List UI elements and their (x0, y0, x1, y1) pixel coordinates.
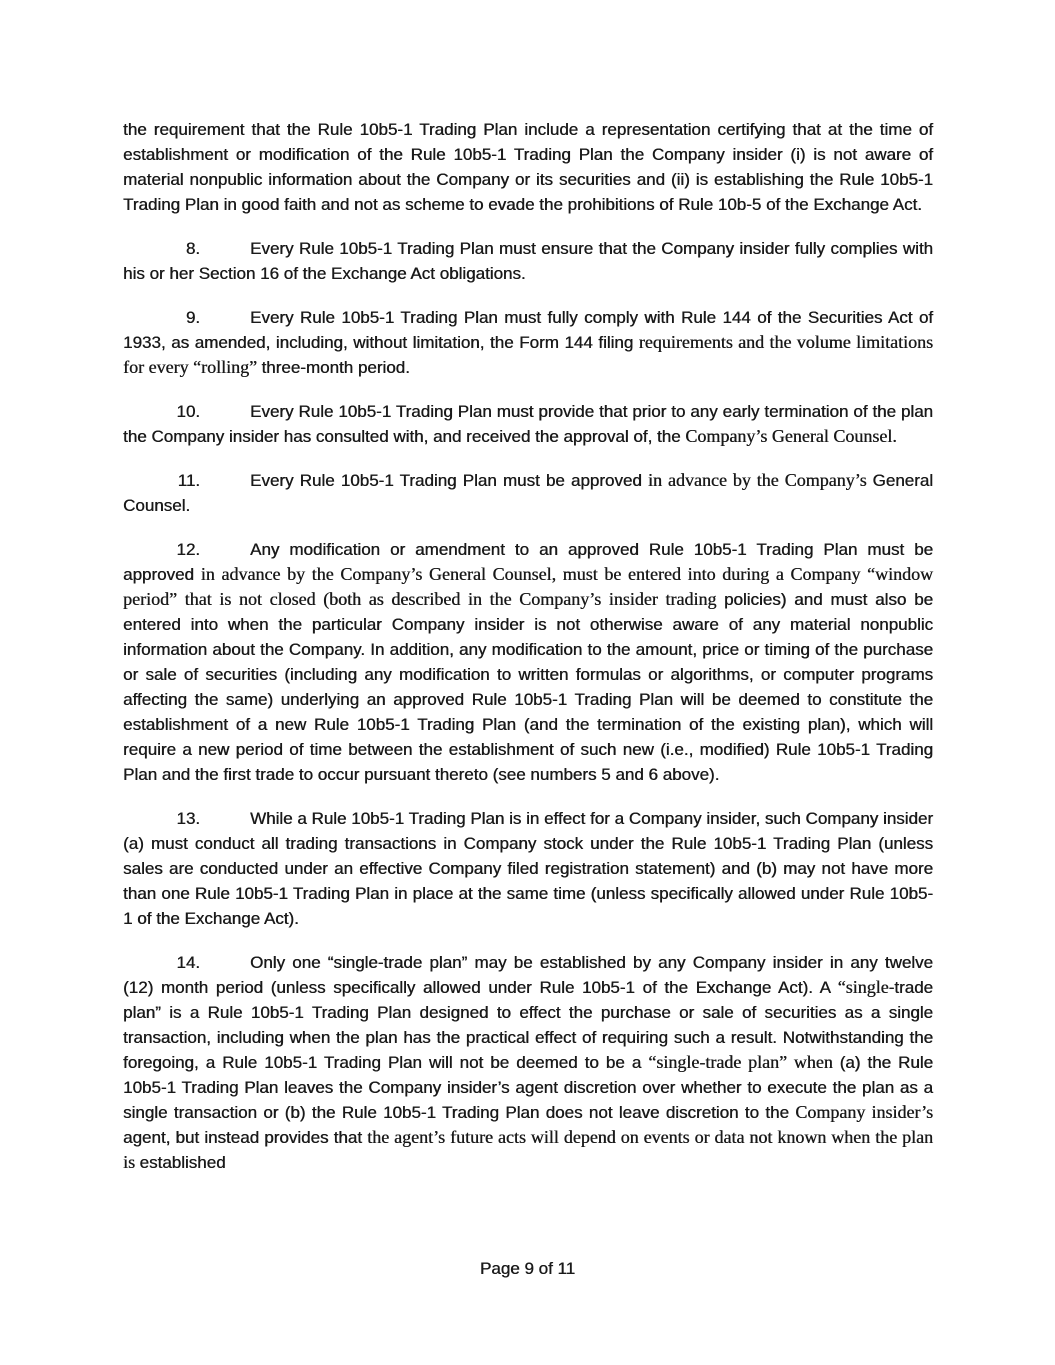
paragraph-number: 8. (185, 239, 200, 258)
text-segment: the requirement that the Rule 10b5-1 Trading Plan include a representation certifying that at the time of establishment or modification of the Rule 10b5-1 Trading Plan the Company insider (i) is not aware of material nonpublic information about the Company or its securities and (ii) is establishing the Rule 10b5-1 Trading Plan in good faith and not as scheme to evade the prohibitions of Rule 10b-5 of the Exchange Act. (123, 120, 933, 214)
paragraph-number: 13. (176, 809, 200, 828)
paragraph-number: 12. (176, 540, 200, 559)
text-segment: in advance by the Company’s General Counsel, must be entered into during a Company “window period” that is not closed (both as described in the Company’s insider trading (123, 564, 933, 609)
numbered-paragraph (123, 537, 933, 787)
numbered-paragraph (123, 399, 933, 449)
page-footer (0, 1256, 1055, 1281)
text-segment: Company insider’s (795, 1102, 933, 1122)
document-body (123, 117, 933, 1194)
text-segment: Only one “single-trade plan” may be established by any Company insider in any twelve (12) month period (unless specifically allowed under Rule 10b5-1 of the Exchange Act). A (123, 953, 933, 997)
text-segment: Every Rule 10b5-1 Trading Plan must be approved (250, 471, 648, 490)
page-number: Page 9 of 11 (479, 1259, 576, 1278)
text-segment: “single-trade plan” when (648, 1052, 840, 1072)
text-segment: policies) and must also be entered into when the particular Company insider is not otherwise aware of any material nonpublic information about the Company. In addition, any modification to the amount, price or timing of the purchase or sale of securities (including any modification to written formulas or algorithms, or computer programs affecting the same) underlying an approved Rule 10b5-1 Trading Plan will be deemed to constitute the establishment of a new Rule 10b5-1 Trading Plan (and the termination of the existing plan), which will require a new period of time between the establishment of such new (i.e., modified) Rule 10b5-1 Trading Plan and the first trade to occur pursuant thereto (see numbers 5 and 6 above). (123, 590, 933, 784)
text-segment: Every Rule 10b5-1 Trading Plan must ensure that the Company insider fully complies with his or her Section 16 of the Exchange Act obligations. (123, 239, 933, 283)
text-segment: agent, but instead provides that (123, 1128, 368, 1147)
paragraph-number: 9. (185, 308, 200, 327)
text-segment: the agent’s future acts will depend on events or data not known when the plan is (123, 1127, 933, 1172)
text-segment: Company’s General Counsel. (685, 426, 897, 446)
text-segment: Every Rule 10b5-1 Trading Plan must fully comply with Rule 144 of the Securities Act of 1933, as amended, including, without limitation, the Form 144 filing (123, 308, 933, 352)
text-segment: “single (837, 977, 889, 997)
text-segment: three-month period. (261, 358, 410, 377)
text-segment: requirements and the volume limitations for every “rolling” (123, 332, 934, 377)
paragraph-number: 14. (176, 953, 200, 972)
text-segment: Any modification or amendment to an approved Rule 10b5-1 Trading Plan must be approved (123, 540, 933, 584)
numbered-paragraph (123, 236, 933, 286)
text-segment: -trade plan” is a Rule 10b5-1 Trading Plan designed to effect the purchase or sale of securities as a single transaction, including when the plan has the practical effect of requiring such a result. Notwithstanding the foregoing, a Rule 10b5-1 Trading Plan will not be deemed to be a (123, 978, 933, 1072)
numbered-paragraph (123, 950, 933, 1175)
text-segment: established (139, 1153, 226, 1172)
text-segment: Every Rule 10b5-1 Trading Plan must provide that prior to any early termination of the plan the Company insider has consulted with, and received the approval of, the (123, 402, 933, 446)
numbered-paragraph (123, 468, 933, 518)
numbered-paragraph (123, 305, 933, 380)
text-segment: (a) the Rule 10b5-1 Trading Plan leaves the Company insider’s agent discretion over whether to execute the plan as a single transaction or (b) the Rule 10b5-1 Trading Plan does not leave discretion to the (123, 1053, 933, 1122)
text-segment: While a Rule 10b5-1 Trading Plan is in effect for a Company insider, such Company insider (a) must conduct all trading transactions in Company stock under the Rule 10b5-1 Trading Plan (unless sales are conducted under an effective Company filed registration statement) and (b) may not have more than one Rule 10b5-1 Trading Plan in place at the same time (unless specifically allowed under Rule 10b5-1 of the Exchange Act). (123, 809, 933, 928)
paragraph (123, 117, 933, 217)
text-segment: in advance by the Company’s (647, 470, 873, 490)
text-segment: General Counsel. (123, 471, 933, 515)
numbered-paragraph (123, 806, 933, 931)
paragraph-number: 11. (177, 471, 200, 490)
paragraph-number: 10. (176, 402, 200, 421)
